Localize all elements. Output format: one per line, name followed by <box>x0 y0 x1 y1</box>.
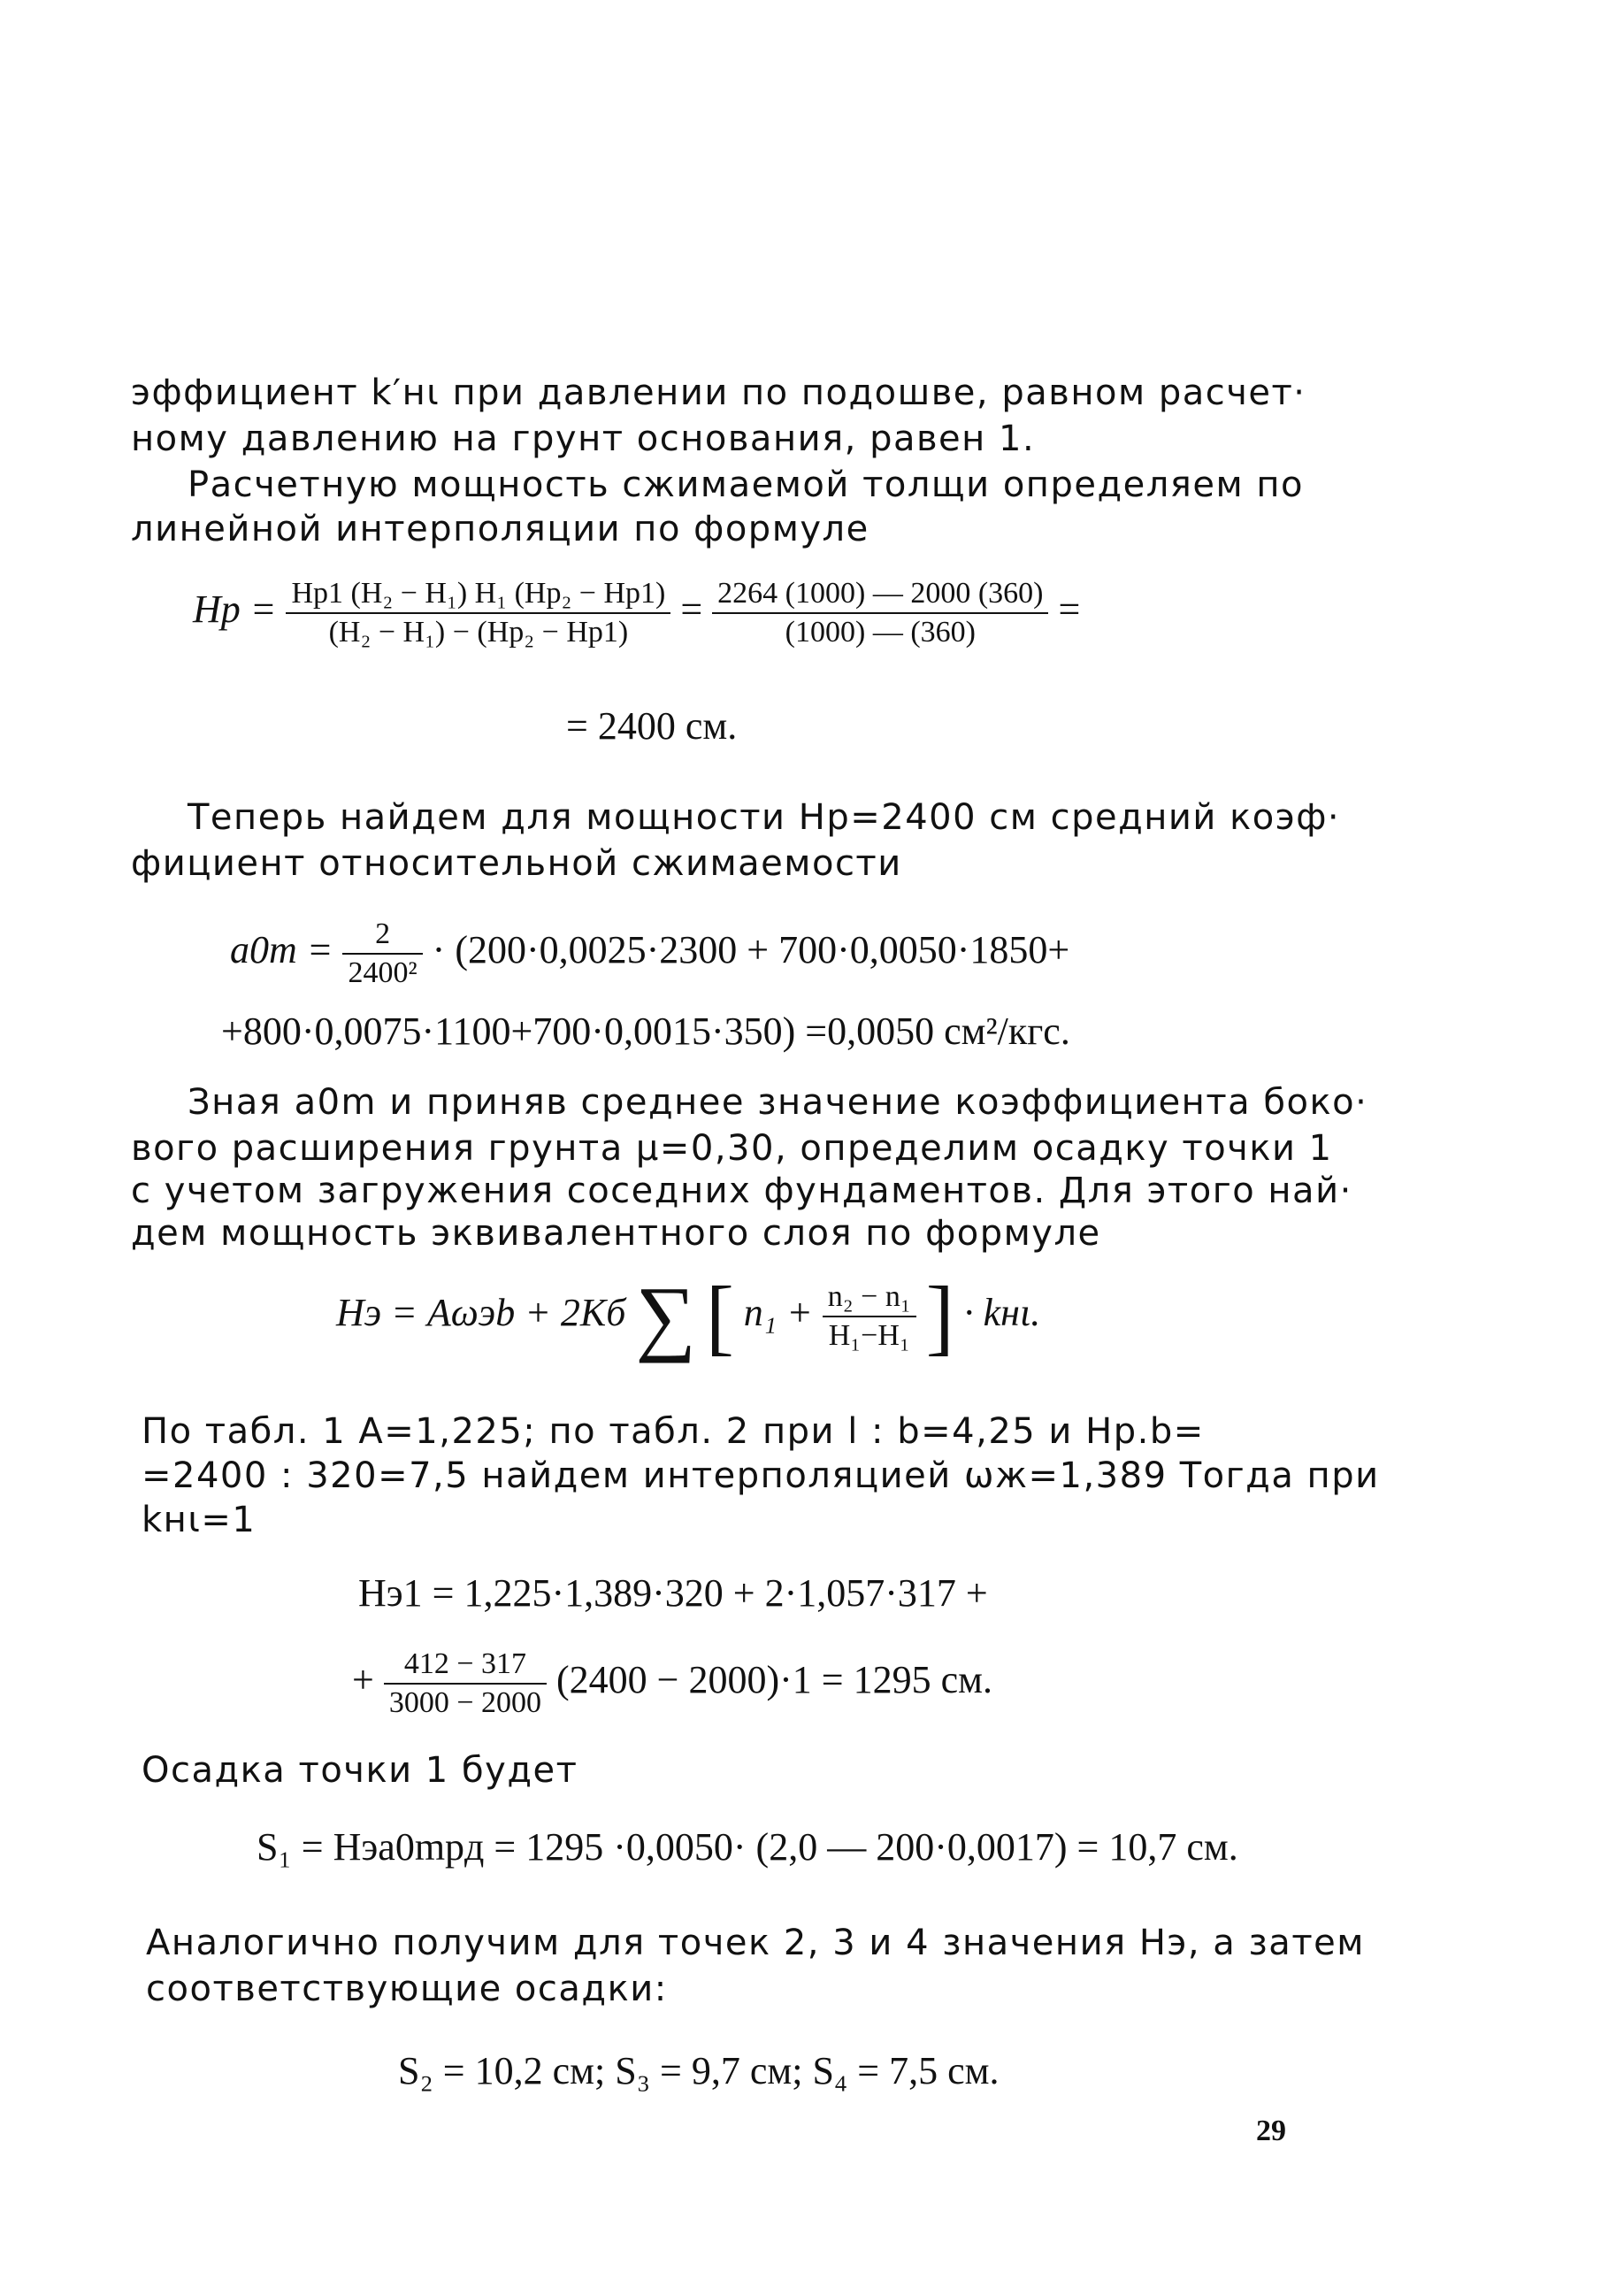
formula-aom-line-2: +800·0,0075·1100+700·0,0015·350) =0,0050 см²/кгс. <box>221 1009 1070 1053</box>
hp-frac1-numerator: Hр1 (H₂ − H₁) H₁ (Hр₂ − Hр1) <box>286 575 670 614</box>
paragraph-7-line-2: соответствующие осадки: <box>146 1969 668 2009</box>
aom-rhs-1: · (200·0,0025·2300 + 700·0,0050·1850+ <box>432 928 1070 972</box>
hp-lhs: Hр = <box>193 587 277 632</box>
aom-lhs: a0m = <box>230 928 333 972</box>
page-number: 29 <box>1256 2115 1286 2147</box>
he1-tail: (2400 − 2000)·1 = 1295 см. <box>556 1658 992 1702</box>
he1-plus: + <box>352 1658 374 1702</box>
paragraph-1-line-2: ному давлению на грунт основания, равен 1. <box>131 418 1036 459</box>
sum-icon: ∑ <box>635 1269 696 1363</box>
paragraph-7-line-1: Аналогично получим для точек 2, 3 и 4 значения Hэ, а затем <box>146 1923 1365 1963</box>
hp-frac2-numerator: 2264 (1000) — 2000 (360) <box>712 575 1048 614</box>
paragraph-2-line-1: Расчетную мощность сжимаемой толщи определяем по <box>188 464 1304 505</box>
formula-aom-line-1 <box>230 916 1069 992</box>
he1-frac-denominator: 3000 − 2000 <box>388 1686 542 1719</box>
formula-he1-line-2 <box>352 1646 992 1722</box>
paragraph-4-line-4: дем мощность эквивалентного слоя по формуле <box>131 1213 1101 1254</box>
paragraph-4-line-1: Зная a0m и приняв среднее значение коэффициента боко· <box>188 1082 1368 1123</box>
paragraph-2-line-2: линейной интерполяции по формуле <box>131 509 869 549</box>
aom-frac-denominator: 2400² <box>348 956 417 989</box>
paragraph-4-line-3: с учетом загружения соседних фундаментов. Для этого най· <box>131 1171 1352 1211</box>
left-bracket-icon: [ <box>705 1269 734 1363</box>
paragraph-6-line-1: Осадка точки 1 будет <box>142 1750 578 1791</box>
formula-hp <box>193 575 1080 651</box>
hp-frac1-denominator: (H₂ − H₁) − (Hр₂ − Hр1) <box>328 616 629 649</box>
hp-fraction-symbolic <box>286 575 670 651</box>
formula-s-others: S₂ = 10,2 см; S₃ = 9,7 см; S₄ = 7,5 см. <box>398 2049 1000 2092</box>
hp-fraction-numeric <box>712 575 1048 651</box>
paragraph-3-line-2: фициент относительной сжимаемости <box>131 843 902 884</box>
formula-he <box>336 1269 1041 1363</box>
paragraph-5-line-3: kнι=1 <box>142 1500 257 1540</box>
he-fraction <box>823 1278 916 1355</box>
paragraph-1-line-1: эффициент k′нι при давлении по подошве, равном расчет· <box>131 372 1306 413</box>
paragraph-4-line-2: вого расширения грунта μ=0,30, определим осадку точки 1 <box>131 1128 1333 1169</box>
he-tail: · kнι. <box>963 1291 1041 1335</box>
he-frac-numerator: n₂ − n₁ <box>823 1278 916 1317</box>
he1-fraction <box>384 1646 547 1722</box>
hp-frac2-denominator: (1000) — (360) <box>785 616 976 649</box>
aom-fraction <box>342 916 422 992</box>
right-bracket-icon: ] <box>925 1269 954 1363</box>
he-lhs: Hэ = Aωэb + 2Kб <box>336 1291 626 1335</box>
he-n1: n₁ + <box>743 1291 813 1335</box>
aom-frac-numerator: 2 <box>342 916 422 955</box>
hp-equals-2: = <box>1058 587 1081 632</box>
formula-he1-line-1: Hэ1 = 1,225·1,389·320 + 2·1,057·317 + <box>358 1571 988 1615</box>
paragraph-5-line-1: По табл. 1 A=1,225; по табл. 2 при l : b=4,25 и Hр.b= <box>142 1411 1205 1452</box>
formula-s1: S₁ = Hэa0mpд = 1295 ·0,0050· (2,0 — 200·0,0017) = 10,7 см. <box>257 1825 1238 1869</box>
hp-result: = 2400 см. <box>566 704 738 748</box>
he1-frac-numerator: 412 − 317 <box>384 1646 547 1685</box>
paragraph-3-line-1: Теперь найдем для мощности Hр=2400 см средний коэф· <box>188 797 1341 838</box>
hp-equals: = <box>680 587 703 632</box>
he-frac-denominator: H₁−H₁ <box>828 1319 910 1352</box>
paragraph-5-line-2: =2400 : 320=7,5 найдем интерполяцией ωж=1,389 Тогда при <box>142 1455 1380 1496</box>
